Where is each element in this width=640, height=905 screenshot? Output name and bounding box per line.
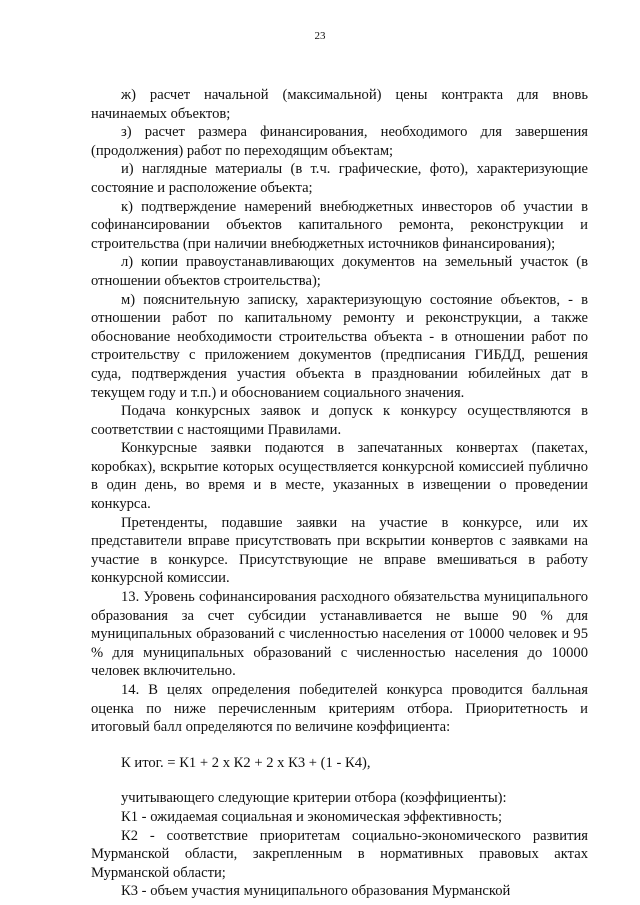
document-body xyxy=(91,86,588,901)
paragraph-item-z: з) расчет размера финансирования, необходимого для завершения (продолжения) работ по переходящим объектам; xyxy=(91,124,588,159)
criterion-k3: К3 - объем участия муниципального образования Мурманской xyxy=(121,883,511,900)
paragraph-item-l: л) копии правоустанавливающих документов на земельный участок (в отношении объектов строительства); xyxy=(91,254,588,289)
criterion-k1: К1 - ожидаемая социальная и экономическая эффективность; xyxy=(121,808,503,825)
page-number: 23 xyxy=(314,30,326,42)
paragraph-section-13: 13. Уровень софинансирования расходного обязательства муниципального образования за счет субсидии устанавливается не выше 90 % для муниципальных образований с численностью населения от 10000 человек и 95 % для муниципальных образований с численностью населения до 10000 человек включительно. xyxy=(91,589,588,680)
paragraph-item-m: м) пояснительную записку, характеризующую состояние объектов, - в отношении работ по капитальному ремонту и реконструкции, а также обоснование необходимости строительства объекта - в отношении работ по строительству с приложением документов (предписания ГИБДД, решения суда, подтверждения участия объекта в праздновании юбилейных дат в текущем году и т.п.) и обоснованием социального значения. xyxy=(91,291,588,401)
paragraph-item-k: к) подтверждение намерений внебюджетных инвесторов об участии в софинансировании объектов капитального ремонта, реконструкции и строительства (при наличии внебюджетных источников финансирования); xyxy=(91,198,588,252)
formula: К итог. = К1 + 2 х К2 + 2 х К3 + (1 - К4), xyxy=(121,754,371,771)
paragraph-submission: Подача конкурсных заявок и допуск к конкурсу осуществляются в соответствии с настоящими Правилами. xyxy=(91,403,588,438)
paragraph-envelopes: Конкурсные заявки подаются в запечатанных конвертах (пакетах, коробках), вскрытие которых осуществляется конкурсной комиссией публично в один день, во время и в месте, указанных в извещении о проведении конкурса. xyxy=(91,440,588,513)
paragraph-item-i: и) наглядные материалы (в т.ч. графические, фото), характеризующие состояние и расположение объекта; xyxy=(91,161,588,196)
paragraph-applicants: Претенденты, подавшие заявки на участие в конкурсе, или их представители вправе присутствовать при вскрытии конвертов с заявками на участие в конкурсе. Присутствующие не вправе вмешиваться в работу конкурсной комиссии. xyxy=(91,514,588,587)
criteria-intro: учитывающего следующие критерии отбора (коэффициенты): xyxy=(121,790,507,807)
criterion-k2: К2 - соответствие приоритетам социально-экономического развития Мурманской области, закрепленным в нормативных правовых актах Мурманской области; xyxy=(91,827,588,881)
paragraph-section-14: 14. В целях определения победителей конкурса проводится балльная оценка по ниже перечисленным критериям отбора. Приоритетность и итоговый балл определяются по величине коэффициента: xyxy=(91,682,588,736)
paragraph-item-zh: ж) расчет начальной (максимальной) цены контракта для вновь начинаемых объектов; xyxy=(91,87,588,122)
